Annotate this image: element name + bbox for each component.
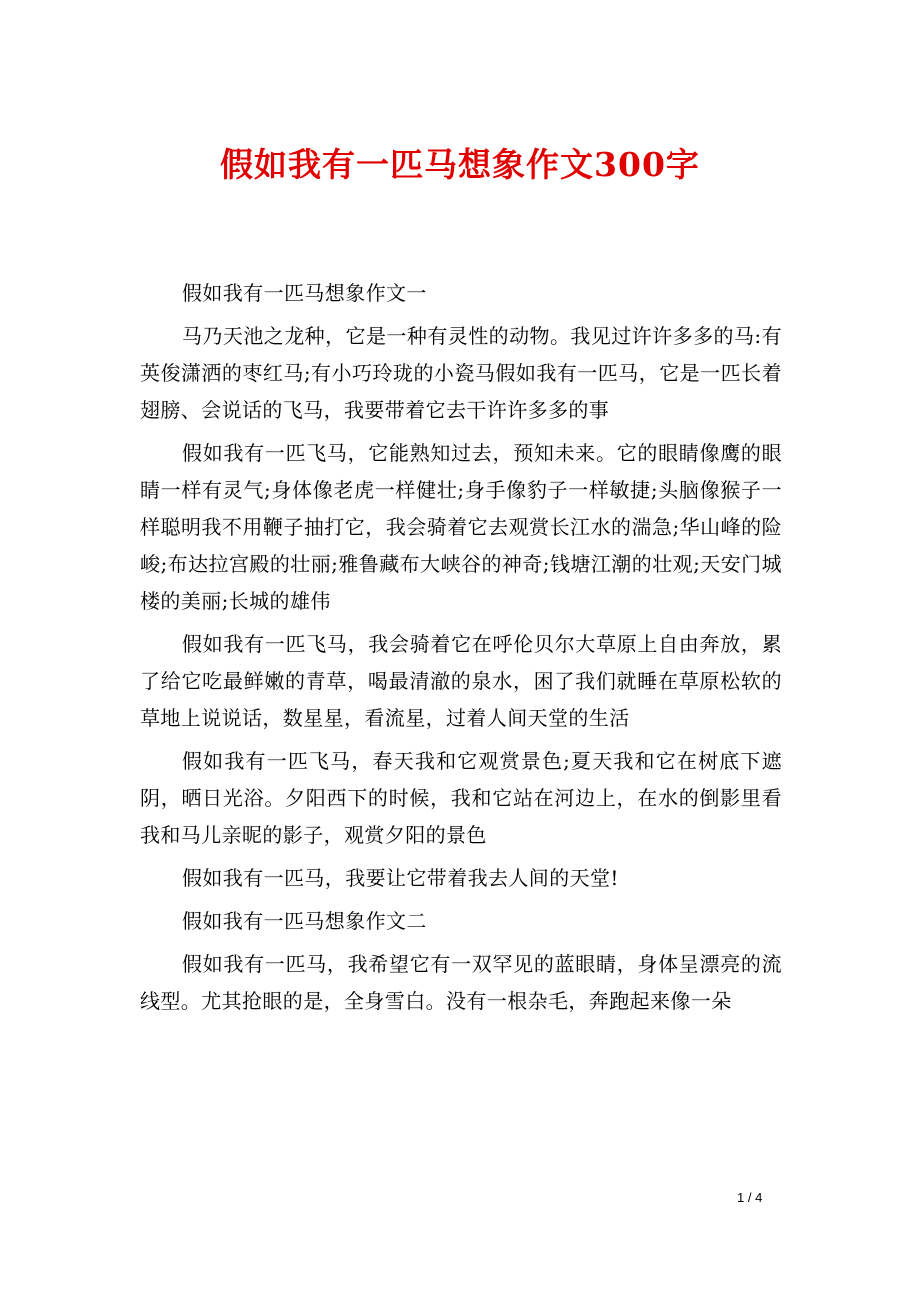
paragraph: 马乃天池之龙种，它是一种有灵性的动物。我见过许许多多的马:有英俊潇洒的枣红马;有小巧玲珑的小瓷马假如我有一匹马，它是一匹长着翅膀、会说话的飞马，我要带着它去干许许多多的事: [140, 324, 782, 422]
paragraph: 假如我有一匹飞马，它能熟知过去，预知未来。它的眼睛像鹰的眼睛一样有灵气;身体像老虎一样健壮;身手像豹子一样敏捷;头脑像猴子一样聪明我不用鞭子抽打它，我会骑着它去观赏长江水的湍急;华山峰的险峻;布达拉宫殿的壮丽;雅鲁藏布大峡谷的神奇;钱塘江潮的壮观;天安门城楼的美丽;长城的雄伟: [140, 441, 782, 613]
paragraph: 假如我有一匹飞马，我会骑着它在呼伦贝尔大草原上自由奔放，累了给它吃最鲜嫩的青草，喝最清澈的泉水，困了我们就睡在草原松软的草地上说说话，数星星，看流星，过着人间天堂的生活: [140, 632, 782, 730]
page-number: 1 / 4: [737, 1190, 763, 1205]
paragraph-essay-two-heading: 假如我有一匹马想象作文二: [182, 909, 427, 933]
paragraph: 假如我有一匹马，我希望它有一双罕见的蓝眼睛，身体呈漂亮的流线型。尤其抢眼的是，全身雪白。没有一根杂毛，奔跑起来像一朵: [140, 952, 782, 1013]
paragraph: 假如我有一匹飞马，春天我和它观赏景色;夏天我和它在树底下遮阴，晒日光浴。夕阳西下的时候，我和它站在河边上，在水的倒影里看我和马儿亲昵的影子，观赏夕阳的景色: [140, 749, 782, 847]
document-title: 假如我有一匹马想象作文300字: [220, 145, 700, 184]
paragraph-essay-one-heading: 假如我有一匹马想象作文一: [182, 281, 427, 305]
document-body: [140, 275, 782, 1026]
paragraph: 假如我有一匹马，我要让它带着我去人间的天堂!: [182, 866, 619, 890]
